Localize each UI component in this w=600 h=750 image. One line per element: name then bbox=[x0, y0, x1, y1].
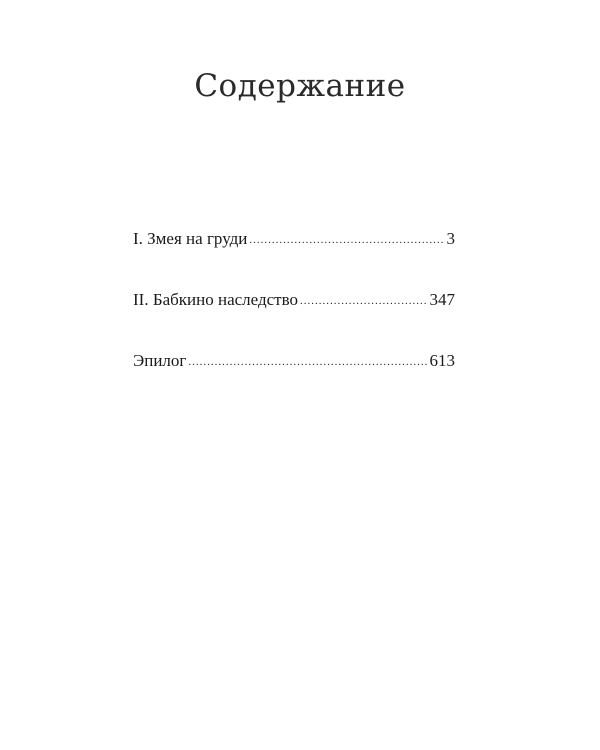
toc-entry-epilogue[interactable] bbox=[133, 350, 455, 372]
toc-entry-label: II. Бабкино наследство bbox=[133, 290, 299, 309]
toc-page-number: 3 bbox=[446, 229, 455, 248]
toc-page-number: 613 bbox=[429, 351, 455, 370]
dot-leader bbox=[249, 229, 444, 251]
table-of-contents bbox=[133, 228, 455, 411]
dot-leader bbox=[300, 290, 427, 312]
toc-page-number: 347 bbox=[429, 290, 455, 309]
toc-entry-label: Эпилог bbox=[133, 351, 187, 370]
page-title: Содержание bbox=[194, 68, 406, 104]
toc-entry-part-2[interactable] bbox=[133, 289, 455, 311]
dot-leader bbox=[188, 351, 427, 373]
toc-entry-part-1[interactable] bbox=[133, 228, 455, 250]
toc-entry-label: I. Змея на груди bbox=[133, 229, 248, 248]
